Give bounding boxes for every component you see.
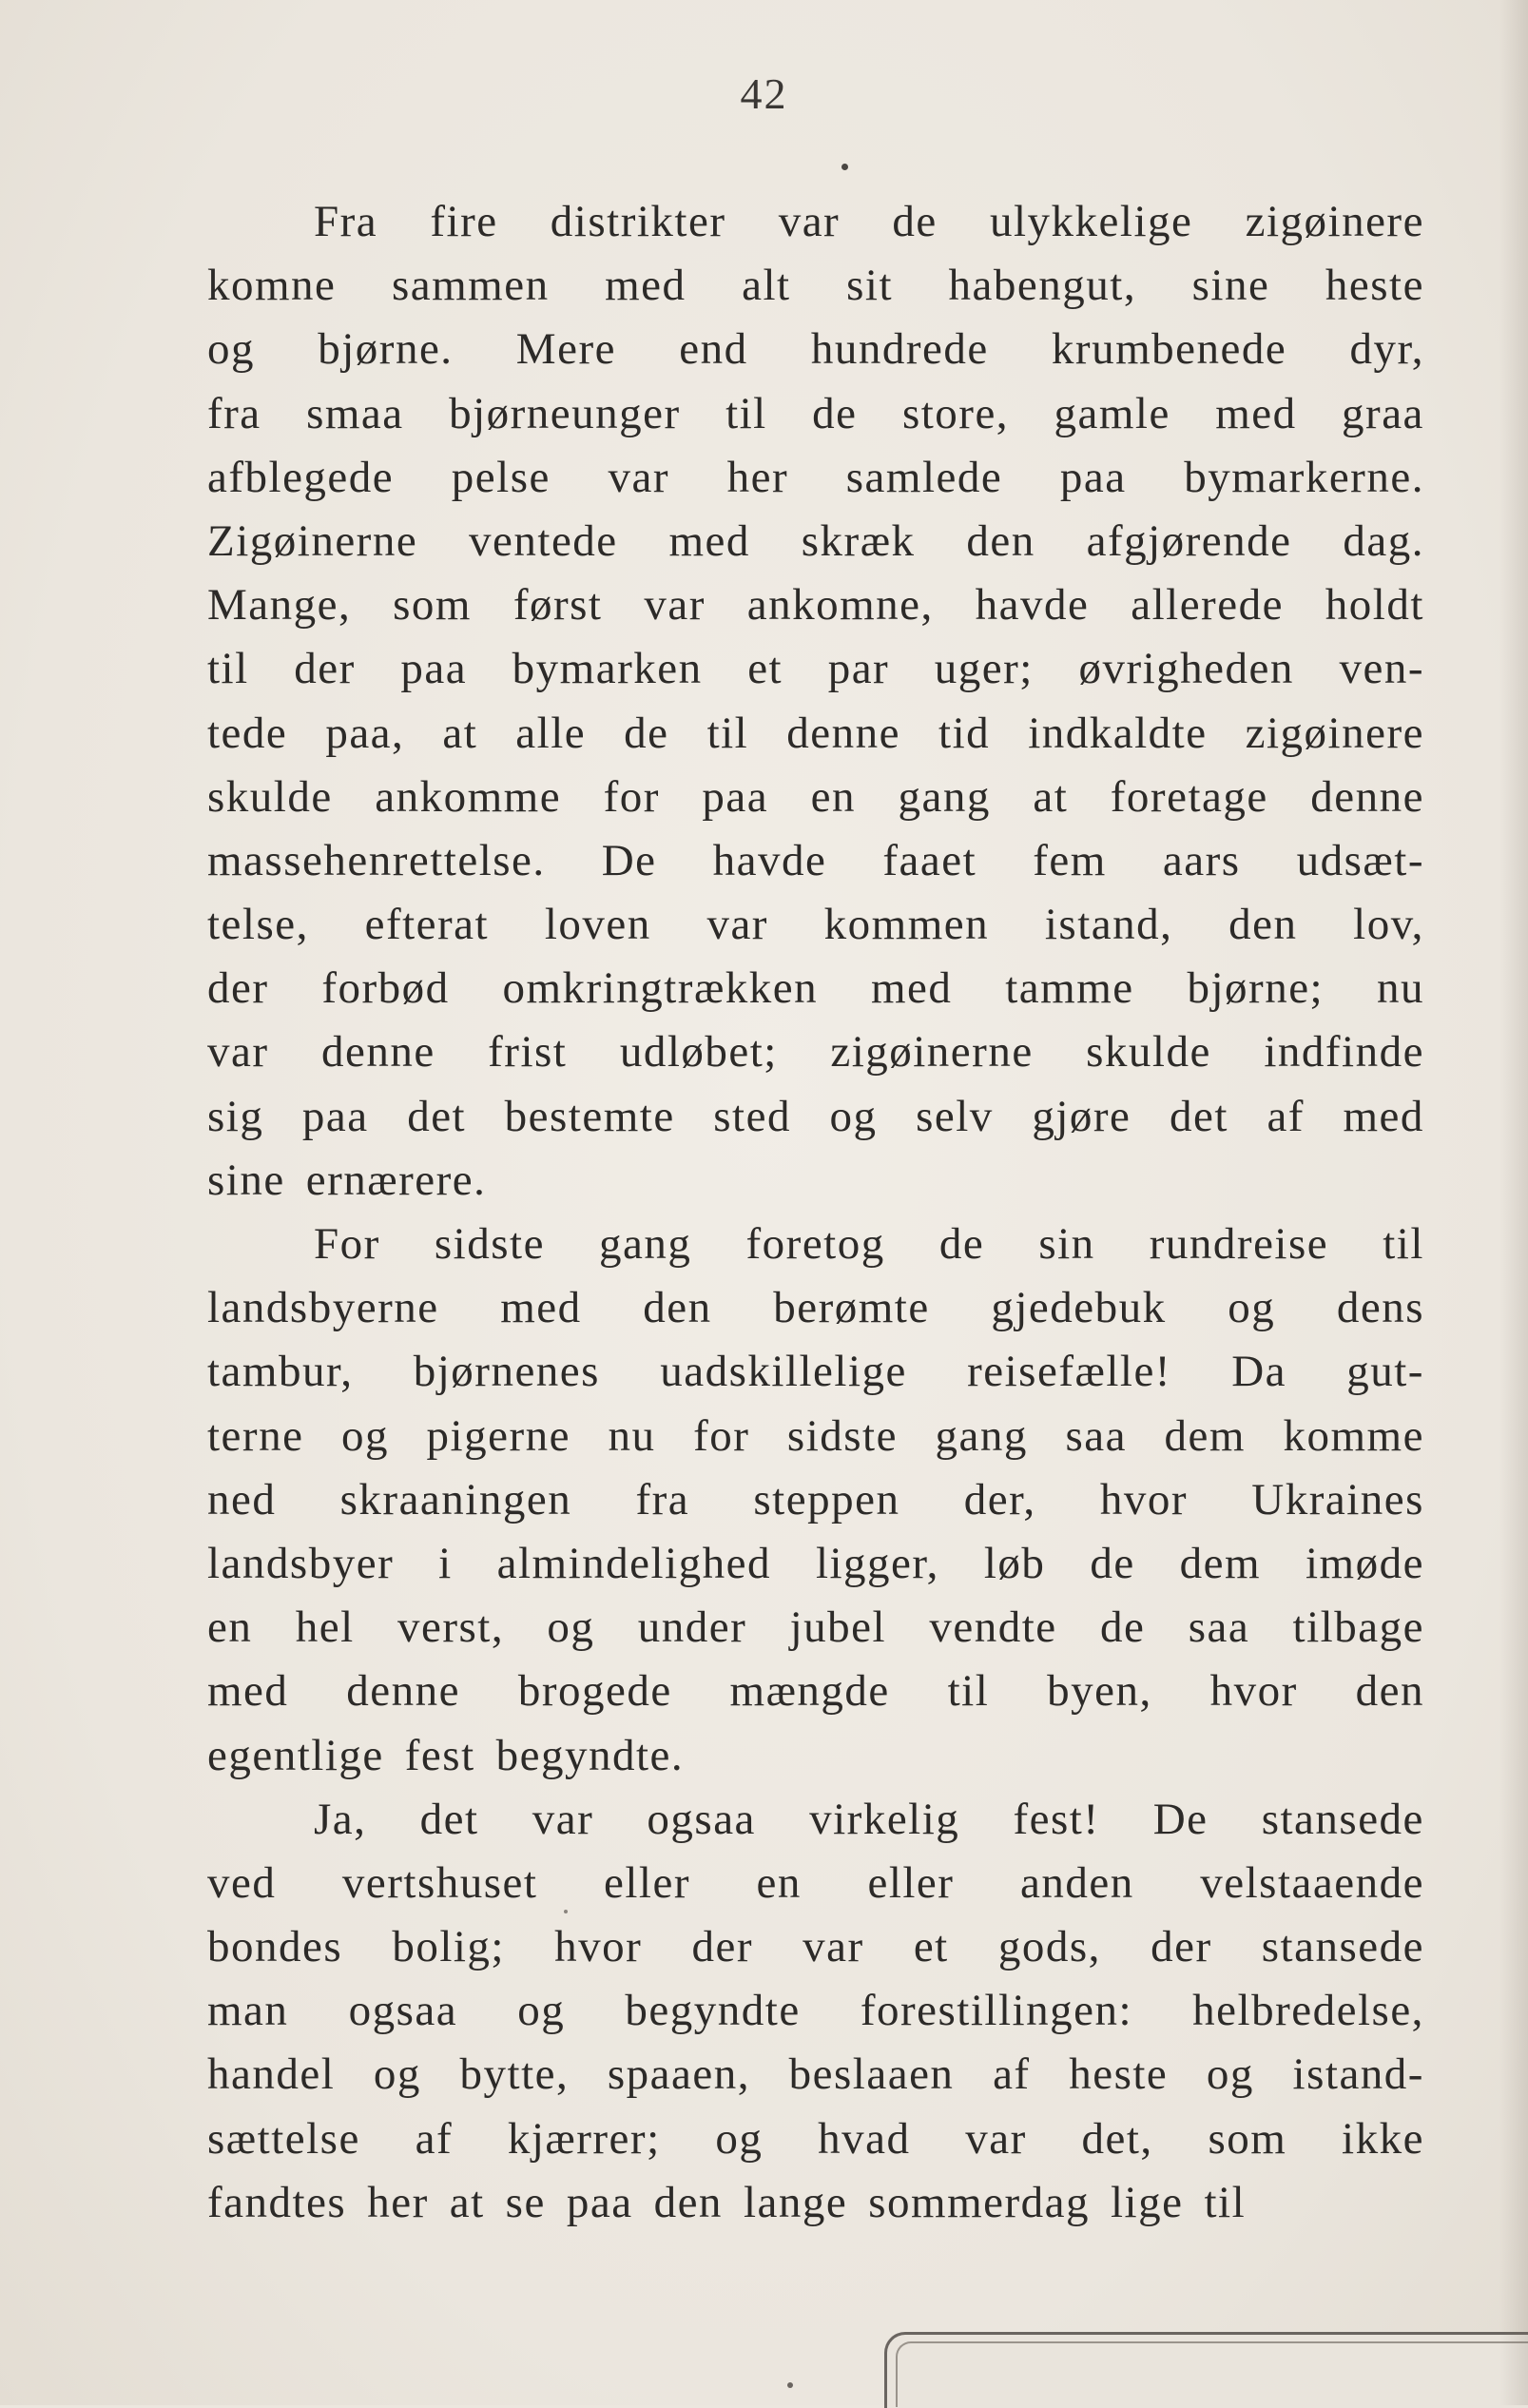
word: vertshuset <box>341 1857 538 1908</box>
word: nu <box>1376 963 1424 1014</box>
word: til <box>1204 2177 1247 2227</box>
word: omkringtrækken <box>502 963 819 1014</box>
word: beslaaen <box>788 2049 955 2100</box>
word: verst, <box>397 1602 505 1653</box>
text-line <box>207 2171 1424 2235</box>
word: frist <box>488 1027 568 1078</box>
word: se <box>505 2177 546 2227</box>
word: til <box>725 388 767 438</box>
text-line <box>207 1660 1424 1723</box>
word: reisefælle! <box>967 1347 1171 1397</box>
word: løb <box>983 1538 1046 1588</box>
word: store, <box>901 388 1010 438</box>
word: sættelse <box>207 2113 360 2164</box>
text-line <box>207 190 1424 254</box>
word: tamme <box>1005 963 1134 1014</box>
word: selv <box>916 1091 994 1141</box>
word: som <box>1208 2113 1287 2164</box>
word: Ja, <box>314 1794 367 1844</box>
text-line <box>207 1149 1424 1213</box>
text-line <box>207 1276 1424 1340</box>
word: hvad <box>818 2113 911 2164</box>
word: indfinde <box>1264 1027 1424 1078</box>
text-line <box>207 1852 1424 1915</box>
text-line <box>207 893 1424 957</box>
word: kjærrer; <box>507 2113 661 2164</box>
word: egentlige <box>207 1730 384 1780</box>
word: ernærere. <box>305 1155 487 1205</box>
page-number: 42 <box>740 69 788 118</box>
word: var <box>803 1922 864 1972</box>
word: ulykkelige <box>989 197 1193 246</box>
text-line <box>207 318 1424 381</box>
word: sammen <box>391 261 550 311</box>
word: sommerdag <box>868 2177 1090 2227</box>
word: spaaen, <box>607 2049 751 2100</box>
word: her <box>367 2177 429 2227</box>
word: pigerne <box>426 1410 571 1461</box>
word: paa, <box>325 708 405 758</box>
word: dag. <box>1343 515 1424 566</box>
word: uger; <box>934 644 1034 694</box>
word: begyndte. <box>495 1730 685 1780</box>
word: fandtes <box>207 2177 347 2227</box>
word: med <box>207 1666 289 1717</box>
text-line <box>207 1213 1424 1276</box>
text-line <box>207 702 1424 766</box>
word: allerede <box>1131 580 1284 631</box>
word: skraaningen <box>339 1474 572 1524</box>
word: ven- <box>1339 644 1424 694</box>
word: til <box>947 1666 990 1717</box>
word: stansede <box>1261 1922 1424 1972</box>
word: denne <box>320 1027 435 1078</box>
ink-speck <box>787 2382 793 2388</box>
word: brogede <box>517 1666 672 1717</box>
word: heste <box>1069 2049 1169 2100</box>
word: bytte, <box>459 2049 570 2100</box>
word: skulde <box>207 771 333 822</box>
word: bymarken <box>512 644 703 694</box>
word: udsæt- <box>1296 835 1424 885</box>
word: mængde <box>729 1666 890 1717</box>
word: af <box>993 2049 1031 2100</box>
word: begyndte <box>625 1986 801 2036</box>
word: saa <box>1065 1410 1127 1461</box>
word: anden <box>1019 1857 1134 1908</box>
word: helbredelse, <box>1192 1986 1424 2036</box>
word: denne <box>346 1666 460 1717</box>
word: tambur, <box>207 1347 354 1397</box>
word: de <box>1090 1538 1135 1588</box>
word: lov, <box>1353 900 1424 950</box>
word: bymarkerne. <box>1184 452 1424 502</box>
word: fire <box>430 197 498 246</box>
word: graa <box>1342 388 1424 438</box>
word: istand, <box>1044 900 1173 950</box>
word: skulde <box>1086 1027 1211 1078</box>
word: og <box>340 1410 389 1461</box>
word: fra <box>635 1474 690 1524</box>
word: med <box>668 515 750 566</box>
word: eller <box>604 1857 691 1908</box>
page-edge-shadow <box>1499 0 1528 2405</box>
word: For <box>314 1219 380 1269</box>
word: det <box>1169 1091 1228 1141</box>
word: afgjørende <box>1086 515 1292 566</box>
word: De <box>1152 1794 1209 1844</box>
word: dem <box>1179 1538 1262 1588</box>
word: den <box>1355 1666 1424 1717</box>
word: Fra <box>314 197 378 246</box>
word: samlede <box>845 452 1003 502</box>
word: med <box>500 1283 582 1333</box>
word: komne <box>207 261 337 311</box>
word: sin <box>1038 1219 1095 1269</box>
word: velstaaende <box>1200 1857 1424 1908</box>
word: man <box>207 1986 289 2036</box>
word: habengut, <box>948 261 1137 311</box>
word: paa <box>1059 452 1127 502</box>
word: for <box>603 771 660 822</box>
text-line <box>207 766 1424 829</box>
word: fest! <box>1013 1794 1100 1844</box>
word: bjørne. <box>318 324 454 375</box>
word: Ukraines <box>1251 1474 1424 1524</box>
word: virkelig <box>809 1794 960 1844</box>
word: paa <box>702 771 769 822</box>
word: hundrede <box>810 324 989 375</box>
word: Mere <box>515 324 616 375</box>
word: massehenrettelse. <box>207 835 546 885</box>
word: vendte <box>929 1602 1057 1653</box>
word: landsbyer <box>207 1538 395 1588</box>
text-line <box>207 1724 1424 1788</box>
word: de <box>624 708 669 758</box>
word: Zigøinerne <box>207 515 418 566</box>
word: var <box>608 452 669 502</box>
word: steppen <box>753 1474 900 1524</box>
text-line <box>207 1340 1424 1404</box>
word: hvor <box>554 1922 643 1972</box>
word: sit <box>846 261 894 311</box>
word: og <box>373 2049 421 2100</box>
word: hvor <box>1099 1474 1189 1524</box>
word: en <box>756 1857 802 1908</box>
word: lange <box>743 2177 848 2227</box>
word: distrikter <box>550 197 726 246</box>
word: smaa <box>306 388 404 438</box>
word: berømte <box>773 1283 930 1333</box>
body-text <box>207 190 1424 2235</box>
word: ved <box>207 1857 277 1908</box>
word: det <box>407 1091 467 1141</box>
word: som <box>393 580 472 631</box>
word: end <box>679 324 748 375</box>
word: paa <box>566 2177 633 2227</box>
word: loven <box>544 900 651 950</box>
word: og <box>715 2113 764 2164</box>
text-line <box>207 382 1424 446</box>
word: var <box>706 900 768 950</box>
word: den <box>653 2177 723 2227</box>
word: at <box>1033 771 1069 822</box>
word: der, <box>963 1474 1036 1524</box>
word: landsbyerne <box>207 1283 439 1333</box>
word: den <box>1228 900 1298 950</box>
word: imøde <box>1305 1538 1424 1588</box>
text-line <box>207 1979 1424 2043</box>
word: havde <box>712 835 827 885</box>
text-line <box>207 1596 1424 1660</box>
word: at <box>449 2177 485 2227</box>
word: ligger, <box>815 1538 939 1588</box>
word: bjørneunger <box>449 388 681 438</box>
word: ogsaa <box>647 1794 756 1844</box>
text-line <box>207 254 1424 318</box>
word: dyr, <box>1349 324 1424 375</box>
word: De <box>601 835 657 885</box>
word: par <box>827 644 890 694</box>
word: med <box>605 261 687 311</box>
word: med <box>1215 388 1297 438</box>
word: nu <box>608 1410 656 1461</box>
word: tilbage <box>1292 1602 1424 1653</box>
word: sig <box>207 1091 264 1141</box>
word: og <box>1206 2049 1254 2100</box>
word: de <box>812 388 858 438</box>
word: udløbet; <box>619 1027 778 1078</box>
text-line <box>207 1405 1424 1468</box>
word: en <box>207 1602 253 1653</box>
word: efterat <box>364 900 490 950</box>
word: under <box>637 1602 747 1653</box>
word: sidste <box>434 1219 545 1269</box>
text-line <box>207 510 1424 573</box>
word: eller <box>867 1857 955 1908</box>
word: med <box>1343 1091 1424 1141</box>
word: alle <box>515 708 587 758</box>
word: gut- <box>1346 1347 1424 1397</box>
word: de <box>1100 1602 1146 1653</box>
word: de <box>938 1219 985 1269</box>
word: aars <box>1162 835 1241 885</box>
word: afblegede <box>207 452 395 502</box>
word: indkaldte <box>1028 708 1208 758</box>
word: var <box>532 1794 594 1844</box>
word: dens <box>1336 1283 1424 1333</box>
word: gang <box>898 771 991 822</box>
word: jubel <box>789 1602 887 1653</box>
word: en <box>810 771 856 822</box>
word: ankomne, <box>746 580 934 631</box>
word: her <box>726 452 789 502</box>
word: gjedebuk <box>991 1283 1167 1333</box>
word: at <box>442 708 478 758</box>
word: istand- <box>1292 2049 1424 2100</box>
word: til <box>1383 1219 1424 1269</box>
word: gjøre <box>1032 1091 1131 1141</box>
word: et <box>913 1922 949 1972</box>
word: af <box>1267 1091 1305 1141</box>
word: ankomme <box>375 771 562 822</box>
text-line <box>207 957 1424 1020</box>
word: Da <box>1231 1347 1287 1397</box>
word: gang <box>935 1410 1028 1461</box>
word: pelse <box>451 452 551 502</box>
word: handel <box>207 2049 336 2100</box>
word: sidste <box>786 1410 898 1461</box>
word: bjørnenes <box>413 1347 600 1397</box>
word: holdt <box>1325 580 1424 631</box>
word: og <box>207 324 255 375</box>
word: øvrigheden <box>1078 644 1294 694</box>
word: tid <box>938 708 991 758</box>
word: zigøinerne <box>830 1027 1034 1078</box>
word: ned <box>207 1474 277 1524</box>
text-line <box>207 1915 1424 1979</box>
word: foretog <box>745 1219 885 1269</box>
text-line <box>207 1532 1424 1596</box>
word: og <box>829 1091 878 1141</box>
word: skræk <box>801 515 916 566</box>
word: og <box>517 1986 566 2036</box>
word: zigøinere <box>1245 197 1424 246</box>
word: krumbenede <box>1051 324 1287 375</box>
word: ventede <box>469 515 618 566</box>
word: denne <box>786 708 901 758</box>
word: bolig; <box>392 1922 505 1972</box>
word: byen, <box>1047 1666 1152 1717</box>
word: den <box>966 515 1035 566</box>
word: paa <box>400 644 468 694</box>
word: var <box>644 580 706 631</box>
word: det, <box>1081 2113 1153 2164</box>
word: foretage <box>1110 771 1268 822</box>
word: var <box>965 2113 1027 2164</box>
word: stansede <box>1261 1794 1424 1844</box>
word: kommen <box>823 900 990 950</box>
word: gamle <box>1054 388 1170 438</box>
text-line <box>207 637 1424 701</box>
word: uadskillelige <box>660 1347 907 1397</box>
word: sine <box>207 1155 285 1205</box>
word: havde <box>975 580 1090 631</box>
word: paa <box>301 1091 369 1141</box>
word: og <box>547 1602 595 1653</box>
word: for <box>693 1410 750 1461</box>
word: var <box>207 1027 269 1078</box>
word: bestemte <box>504 1091 675 1141</box>
word: telse, <box>207 900 309 950</box>
text-line <box>207 1085 1424 1149</box>
text-line <box>207 1468 1424 1532</box>
word: af <box>415 2113 454 2164</box>
word: denne <box>1310 771 1424 822</box>
word: forbød <box>321 963 450 1014</box>
word: og <box>1228 1283 1276 1333</box>
word: der <box>1151 1922 1212 1972</box>
word: der <box>691 1922 753 1972</box>
word: ikke <box>1342 2113 1424 2164</box>
word: saa <box>1188 1602 1250 1653</box>
text-line <box>207 573 1424 637</box>
text-line <box>207 2107 1424 2171</box>
word: gang <box>599 1219 692 1269</box>
word: rundreise <box>1149 1219 1329 1269</box>
word: der <box>294 644 356 694</box>
text-line <box>207 1020 1424 1084</box>
word: var <box>778 197 841 246</box>
text-line <box>207 446 1424 510</box>
word: til <box>207 644 249 694</box>
word: almindelighed <box>496 1538 772 1588</box>
word: tede <box>207 708 288 758</box>
page-corner-edge <box>896 2341 1528 2407</box>
word: et <box>747 644 783 694</box>
text-line <box>207 2043 1424 2107</box>
word: i <box>438 1538 453 1588</box>
word: det <box>419 1794 479 1844</box>
word: fest <box>404 1730 475 1780</box>
word: med <box>871 963 953 1014</box>
word: terne <box>207 1410 304 1461</box>
word: faaet <box>882 835 977 885</box>
word: sine <box>1191 261 1270 311</box>
word: hvor <box>1209 1666 1298 1717</box>
word: sted <box>713 1091 791 1141</box>
word: forestillingen: <box>860 1986 1133 2036</box>
ink-speck <box>841 164 848 170</box>
word: der <box>207 963 269 1014</box>
word: ogsaa <box>348 1986 458 2036</box>
word: hel <box>295 1602 355 1653</box>
word: bjørne; <box>1187 963 1325 1014</box>
word: dem <box>1164 1410 1246 1461</box>
word: den <box>643 1283 712 1333</box>
word: til <box>706 708 749 758</box>
word: lige <box>1111 2177 1184 2227</box>
word: de <box>892 197 938 246</box>
word: heste <box>1325 261 1424 311</box>
text-line <box>207 829 1424 893</box>
word: fem <box>1033 835 1107 885</box>
word: først <box>513 580 603 631</box>
word: Mange, <box>207 580 352 631</box>
word: bondes <box>207 1922 343 1972</box>
text-line <box>207 1788 1424 1852</box>
word: gods, <box>997 1922 1101 1972</box>
word: fra <box>207 388 261 438</box>
word: komme <box>1283 1410 1424 1461</box>
word: zigøinere <box>1245 708 1424 758</box>
word: alt <box>742 261 791 311</box>
